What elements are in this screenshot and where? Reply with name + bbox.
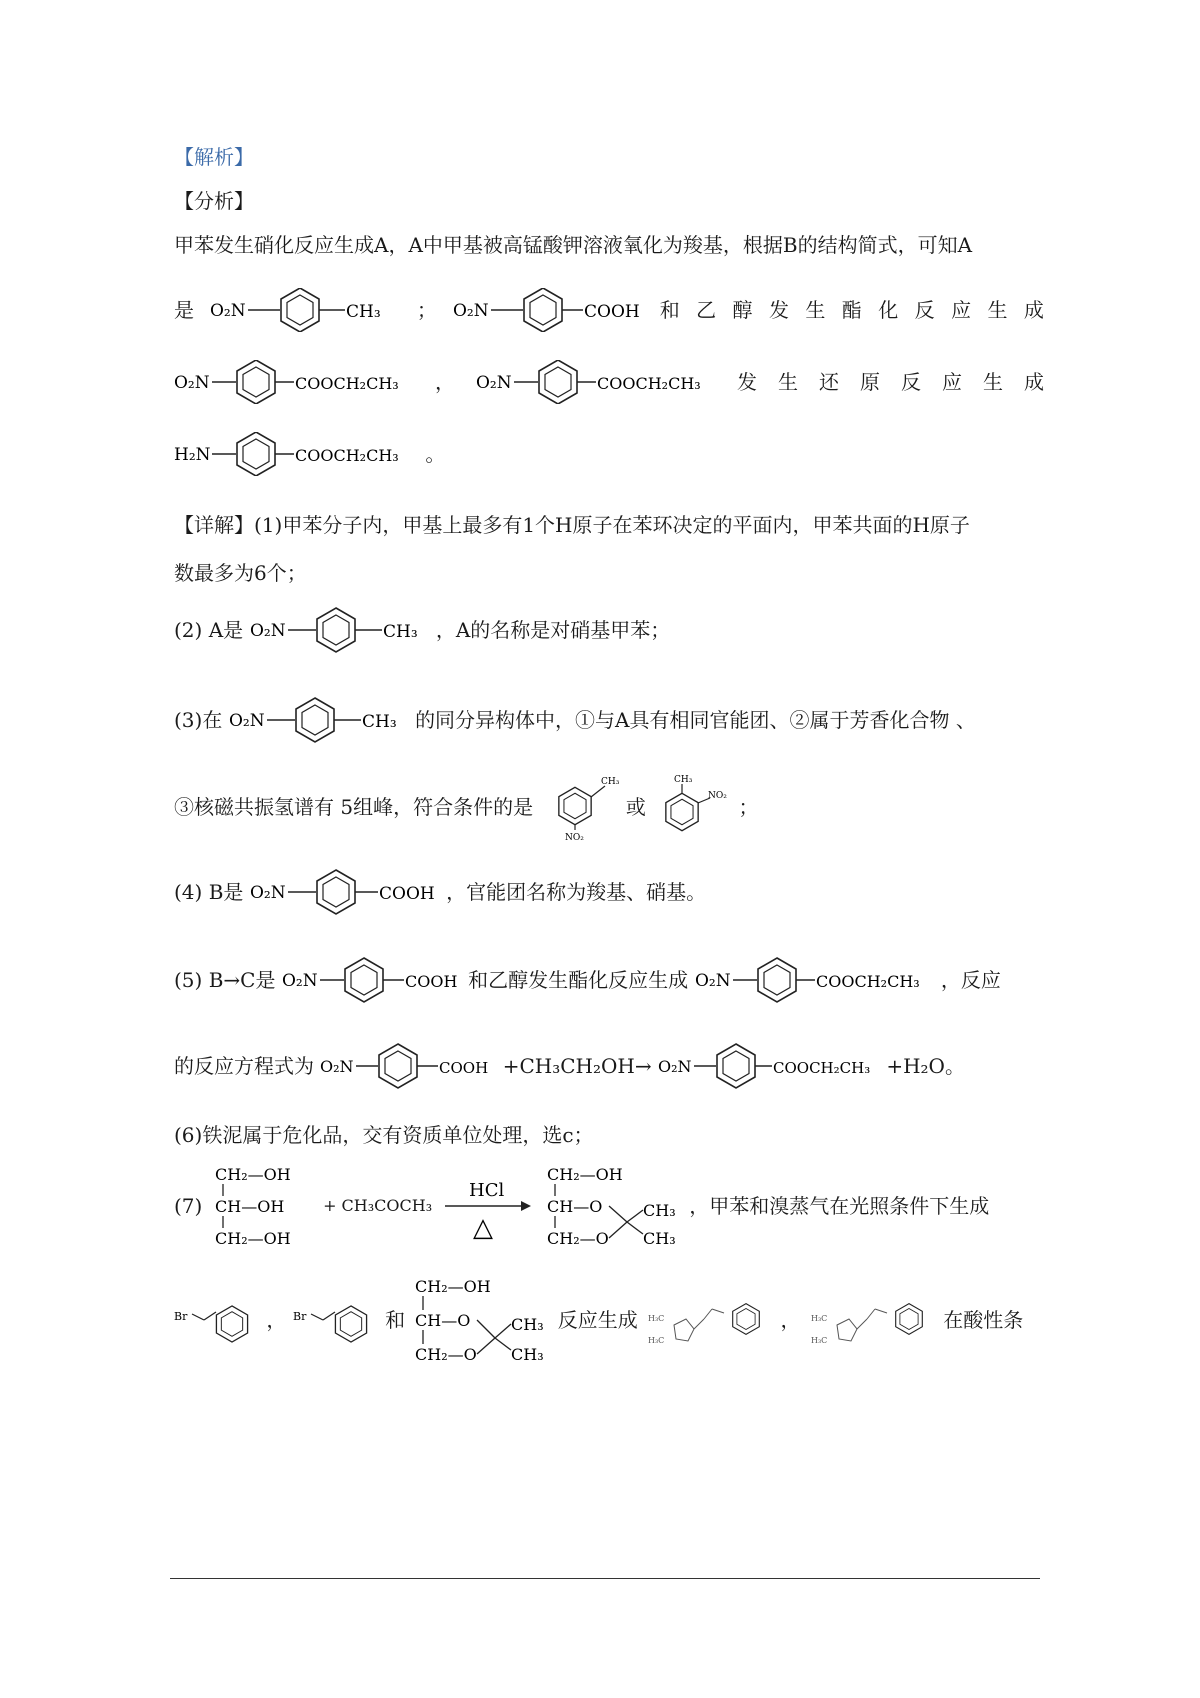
label-o2n: O₂N	[249, 883, 286, 903]
word-react: 反应生成	[557, 1308, 638, 1332]
detail-2	[174, 604, 1044, 656]
label-ch3: CH₃	[346, 302, 382, 322]
detail-1-line-2: 数最多为6个；	[174, 561, 307, 585]
detail-5e-c: +H₂O。	[886, 1054, 965, 1078]
label-heat: △	[472, 1213, 493, 1243]
word: 成	[1024, 370, 1044, 394]
label-ch2o: CH₂—O	[415, 1345, 478, 1364]
word: 原	[860, 370, 880, 394]
detail-label: 【详解】	[174, 513, 254, 537]
label-br: Br	[174, 1310, 188, 1323]
label-o2n: O₂N	[249, 621, 286, 641]
label-o2n: O₂N	[453, 301, 489, 321]
structure-p-nitrotoluene	[229, 694, 409, 746]
end-period: 。	[425, 442, 446, 466]
label-no2: NO₂	[708, 791, 728, 801]
analysis-line-2	[174, 290, 1044, 330]
structure-acetonide	[411, 1272, 551, 1368]
label-cooet: COOCH₂CH₃	[295, 374, 399, 393]
structure-benzyl-acetonide-ether	[644, 1285, 774, 1355]
structure-p-nitrobenzoic-acid	[250, 866, 440, 918]
word: 酯	[841, 298, 862, 322]
label-o2n: O₂N	[210, 301, 247, 321]
detail-4-b: ，官能团名称为羧基、硝基。	[446, 880, 707, 904]
detail-4	[174, 866, 1044, 918]
label-ch3: CH₃	[601, 777, 620, 787]
detail-3-line-2	[174, 772, 1044, 842]
detail-3-b: 的同分异构体中，①与A具有相同官能团、②属于芳香化合物 、	[415, 708, 976, 732]
structure-ethyl-p-nitrobenzoate	[658, 1040, 880, 1092]
word: 生	[778, 370, 798, 394]
structure-o-nitrotoluene	[652, 772, 732, 842]
structure-ethyl-p-nitrobenzoate	[174, 360, 414, 404]
label-o2n: O₂N	[320, 1057, 354, 1076]
label-cooet: COOCH₂CH₃	[295, 446, 399, 465]
reaction-arrow	[439, 1160, 537, 1252]
label-ch2oh: CH₂—OH	[415, 1277, 492, 1296]
detail-2-a: (2) A是	[174, 618, 244, 642]
comma-2: ，	[780, 1308, 801, 1332]
reagent-acetone: + CH₃COCH₃	[323, 1196, 433, 1215]
label-ch2o: CH₂—O	[546, 1229, 609, 1248]
word: 乙	[696, 298, 717, 322]
detail-3-line-1	[174, 694, 1044, 746]
fenxi-heading: 【分析】	[174, 189, 254, 213]
structure-ethyl-p-nitrobenzoate	[476, 360, 716, 404]
label-o2n: O₂N	[657, 1057, 692, 1076]
detail-1-text: (1)甲苯分子内，甲基上最多有1个H原子在苯环决定的平面内，甲苯共面的H原子	[254, 513, 970, 537]
label-ch3: CH₃	[674, 775, 693, 785]
label-cooh: COOH	[584, 302, 640, 322]
label-h2n: H₂N	[174, 445, 211, 465]
word: 应	[942, 370, 962, 394]
detail-5-line-1	[174, 954, 1044, 1006]
structure-acetonide	[543, 1160, 683, 1252]
label-ch3: CH₃	[642, 1229, 676, 1248]
detail-7-end: 在酸性条	[943, 1308, 1024, 1332]
label-ch3: CH₃	[361, 712, 397, 732]
detail-5-line-2	[174, 1040, 1044, 1092]
label-o2n: O₂N	[476, 373, 512, 393]
detail-3c-end: ；	[738, 795, 759, 819]
label-o2n: O₂N	[228, 711, 265, 731]
structure-p-nitrotoluene	[250, 604, 430, 656]
analysis-line-4	[174, 432, 1044, 472]
word: 醇	[732, 298, 753, 322]
word: 成	[1023, 298, 1044, 322]
label-cho: CH—O	[546, 1197, 603, 1216]
word: 发	[768, 298, 789, 322]
jiexi-heading: 【解析】	[174, 145, 254, 169]
detail-3-a: (3)在	[174, 708, 223, 732]
label-o2n: O₂N	[174, 373, 210, 393]
detail-5-b: 和乙醇发生酯化反应生成	[468, 968, 689, 992]
structure-glycerol	[209, 1160, 317, 1252]
label-cooh: COOH	[404, 972, 458, 991]
label-o2n: O₂N	[281, 971, 318, 991]
structure-benzyl-acetonide-ether	[807, 1285, 937, 1355]
analysis-line-3	[174, 362, 1044, 402]
label-ch2oh: CH₂—OH	[214, 1165, 291, 1184]
word: 生	[805, 298, 826, 322]
word: 生	[987, 298, 1008, 322]
word-and: 和	[385, 1308, 406, 1332]
label-h3c: H₃C	[648, 1314, 665, 1323]
detail-6: (6)铁泥属于危化品，交有资质单位处理，选c；	[174, 1123, 594, 1147]
detail-5-c: ，反应	[940, 968, 1001, 992]
label-cooet: COOCH₂CH₃	[815, 972, 920, 991]
detail-7-b: ，甲苯和溴蒸气在光照条件下生成	[689, 1194, 990, 1218]
detail-7-label: (7)	[174, 1194, 203, 1218]
word: 和	[659, 298, 680, 322]
detail-5-a: (5) B→C是	[174, 968, 276, 992]
label-h3c: H₃C	[648, 1336, 665, 1345]
sep-semicolon: ；	[416, 298, 437, 322]
label-no2: NO₂	[565, 833, 585, 842]
structure-p-nitrotoluene	[210, 288, 400, 332]
detail-3c-a: ③核磁共振氢谱有 5组峰，符合条件的是	[174, 795, 534, 819]
label-ch3: CH₃	[642, 1201, 676, 1220]
detail-1-line-1	[174, 512, 1044, 538]
analysis-line-1: 甲苯发生硝化反应生成A，A中甲基被高锰酸钾溶液氧化为羧基，根据B的结构简式，可知A	[174, 233, 973, 257]
word: 反	[901, 370, 921, 394]
label-ch2oh: CH₂—OH	[546, 1165, 623, 1184]
label-h3c: H₃C	[810, 1336, 828, 1345]
label-cooh: COOH	[378, 884, 435, 904]
label-cooh: COOH	[439, 1059, 489, 1077]
structure-p-nitrobenzoic-acid	[282, 954, 462, 1006]
structure-m-nitrotoluene	[539, 772, 619, 842]
word: 发	[737, 370, 757, 394]
label-ch2oh: CH₂—OH	[214, 1229, 291, 1248]
comma: ，	[266, 1308, 287, 1332]
label-hcl: HCl	[468, 1180, 504, 1201]
structure-p-nitrobenzoic-acid	[320, 1040, 496, 1092]
label-ch3: CH₃	[511, 1345, 545, 1364]
structure-benzocaine	[174, 432, 419, 476]
label-br: Br	[292, 1310, 307, 1323]
detail-2-b: ，A的名称是对硝基甲苯；	[435, 618, 671, 642]
label-cho: CH—O	[415, 1311, 471, 1330]
label-h3c: H₃C	[810, 1314, 828, 1323]
sep-comma: ，	[435, 370, 455, 394]
detail-3c-or: 或	[625, 795, 646, 819]
word: 生	[983, 370, 1003, 394]
label-cooet: COOCH₂CH₃	[597, 374, 701, 393]
structure-benzyl-bromide	[174, 1290, 260, 1350]
word: 反	[914, 298, 935, 322]
label-o2n: O₂N	[694, 971, 731, 991]
footer-rule	[170, 1578, 1040, 1579]
text-shi: 是	[174, 298, 194, 322]
structure-ethyl-p-nitrobenzoate	[695, 954, 935, 1006]
label-ch3: CH₃	[511, 1315, 545, 1334]
structure-benzyl-bromide	[293, 1290, 379, 1350]
label-choh: CH—OH	[214, 1197, 284, 1216]
word: 化	[878, 298, 899, 322]
label-cooet: COOCH₂CH₃	[772, 1059, 871, 1077]
detail-7-line-2	[174, 1272, 1044, 1376]
detail-7-line-1	[174, 1160, 1044, 1252]
detail-5e-a: 的反应方程式为	[174, 1054, 314, 1078]
label-ch3: CH₃	[382, 622, 418, 642]
word: 应	[951, 298, 972, 322]
word: 还	[819, 370, 839, 394]
detail-5e-b: +CH₃CH₂OH→	[502, 1054, 652, 1078]
detail-4-a: (4) B是	[174, 880, 244, 904]
structure-p-nitrobenzoic-acid	[453, 288, 643, 332]
